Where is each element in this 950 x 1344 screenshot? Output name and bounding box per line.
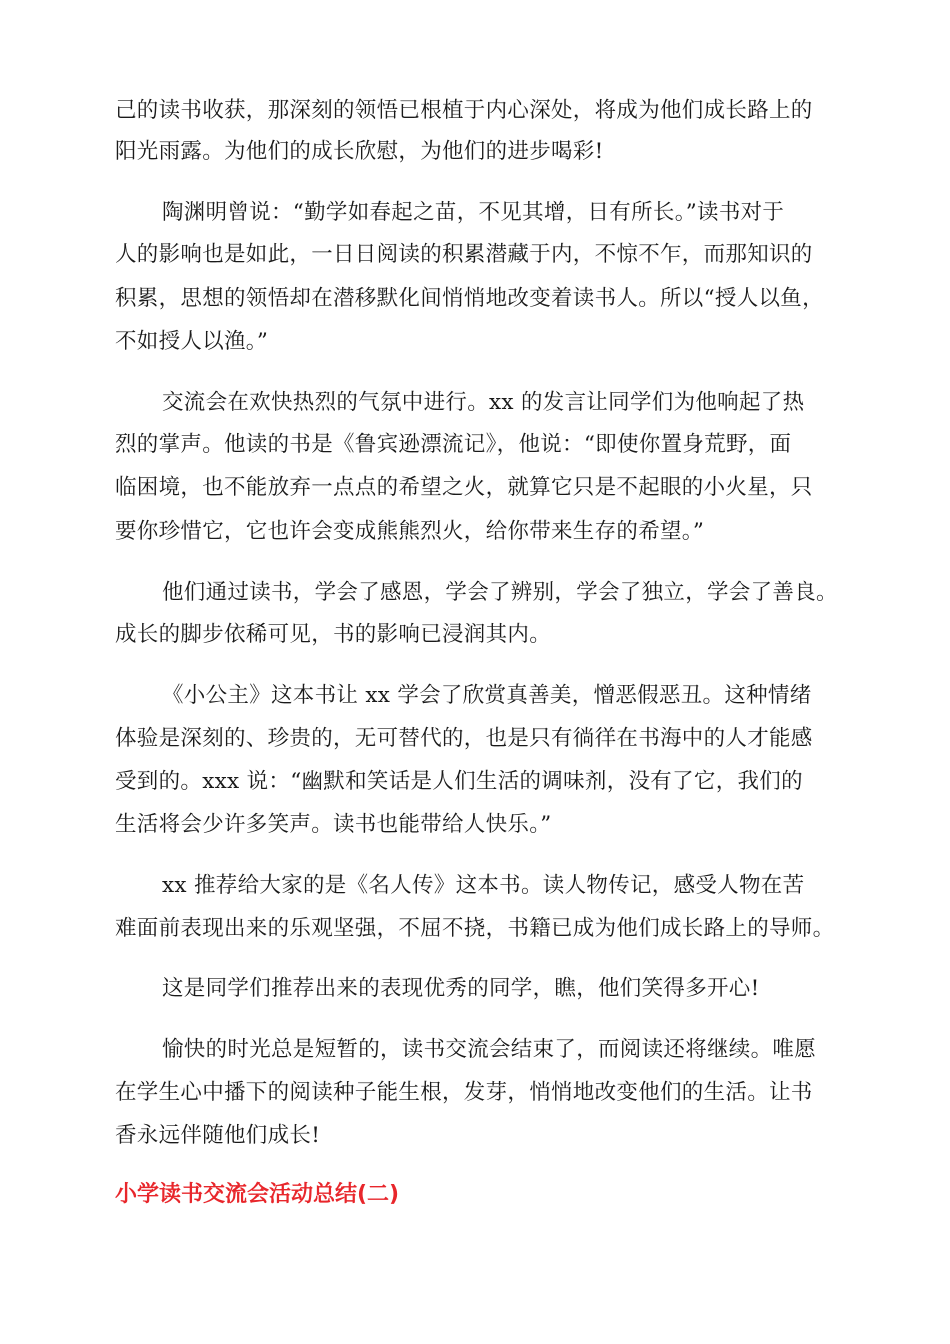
paragraph-3-line-4: 要你珍惜它，它也许会变成熊熊烈火，给你带来生存的希望。” (115, 519, 705, 544)
paragraph-5-line-3: 受到的。xxx 说：“幽默和笑话是人们生活的调味剂，没有了它，我们的 (115, 769, 803, 794)
paragraph-5-line-2: 体验是深刻的、珍贵的，无可替代的，也是只有徜徉在书海中的人才能感 (115, 726, 813, 751)
section-heading: 小学读书交流会活动总结(二) (115, 1182, 400, 1207)
paragraph-3-line-2: 烈的掌声。他读的书是《鲁宾逊漂流记》，他说：“即使你置身荒野，面 (115, 432, 792, 457)
paragraph-2-line-4: 不如授人以渔。” (115, 329, 269, 354)
paragraph-7-line-1: 这是同学们推荐出来的表现优秀的同学，瞧，他们笑得多开心! (162, 976, 760, 1001)
paragraph-5-line-4: 生活将会少许多笑声。读书也能带给人快乐。” (115, 812, 552, 837)
paragraph-5-line-1: 《小公主》这本书让 xx 学会了欣赏真善美，憎恶假恶丑。这种情绪 (162, 683, 812, 708)
paragraph-4-line-1: 他们通过读书，学会了感恩，学会了辨别，学会了独立，学会了善良。 (162, 580, 838, 605)
paragraph-1-line-2: 阳光雨露。为他们的成长欣慰，为他们的进步喝彩! (115, 139, 604, 164)
paragraph-3-line-1: 交流会在欢快热烈的气氛中进行。xx 的发言让同学们为他响起了热 (162, 390, 805, 415)
paragraph-6-line-2: 难面前表现出来的乐观坚强，不屈不挠，书籍已成为他们成长路上的导师。 (115, 916, 835, 941)
paragraph-2-line-1: 陶渊明曾说：“勤学如春起之苗，不见其增，日有所长。”读书对于 (162, 200, 785, 225)
paragraph-8-line-2: 在学生心中播下的阅读种子能生根，发芽，悄悄地改变他们的生活。让书 (115, 1080, 813, 1105)
paragraph-8-line-3: 香永远伴随他们成长! (115, 1123, 321, 1148)
paragraph-2-line-3: 积累，思想的领悟却在潜移默化间悄悄地改变着读书人。所以“授人以鱼， (115, 286, 824, 311)
paragraph-8-line-1: 愉快的时光总是短暂的，读书交流会结束了，而阅读还将继续。唯愿 (162, 1037, 817, 1062)
paragraph-6-line-1: xx 推荐给大家的是《名人传》这本书。读人物传记，感受人物在苦 (162, 873, 805, 898)
paragraph-2-line-2: 人的影响也是如此，一日日阅读的积累潜藏于内，不惊不乍，而那知识的 (115, 242, 813, 267)
paragraph-1-line-1: 己的读书收获，那深刻的领悟已根植于内心深处，将成为他们成长路上的 (115, 98, 813, 123)
paragraph-3-line-3: 临困境，也不能放弃一点点的希望之火，就算它只是不起眼的小火星，只 (115, 475, 813, 500)
paragraph-4-line-2: 成长的脚步依稀可见，书的影响已浸润其内。 (115, 622, 552, 647)
